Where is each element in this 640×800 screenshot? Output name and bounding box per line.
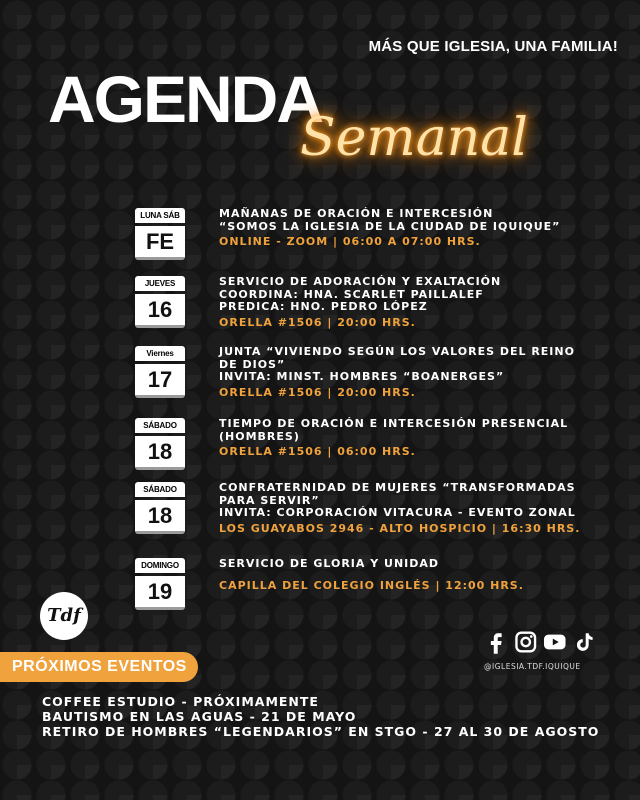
event-line: (HOMBRES) <box>219 429 300 443</box>
event-line: SERVICIO DE ADORACIÓN Y EXALTACIÓN <box>219 275 502 288</box>
tagline: MÁS QUE IGLESIA, UNA FAMILIA! <box>368 38 618 55</box>
event-line: INVITA: MINST. HOMBRES “BOANERGES” <box>219 370 505 383</box>
calendar-icon <box>135 208 185 262</box>
youtube-icon[interactable] <box>543 630 567 654</box>
calendar-date: 18 <box>135 500 185 534</box>
calendar-day: SÁBADO <box>135 482 185 497</box>
calendar-icon <box>135 418 185 472</box>
calendar-day: DOMINGO <box>135 558 185 573</box>
event-line: CONFRATERNIDAD DE MUJERES “TRANSFORMADAS <box>219 481 576 494</box>
event-detail: ONLINE - ZOOM | 06:00 A 07:00 HRS. <box>219 235 481 248</box>
calendar-date: 17 <box>135 364 185 398</box>
facebook-icon[interactable] <box>484 630 508 654</box>
calendar-day: Viernes <box>135 346 185 361</box>
calendar-icon <box>135 276 185 330</box>
event-detail: ORELLA #1506 | 06:00 HRS. <box>219 445 416 458</box>
calendar-icon <box>135 346 185 400</box>
calendar-day: LUNA SÁB <box>135 208 185 223</box>
event-detail: ORELLA #1506 | 20:00 HRS. <box>219 315 416 329</box>
calendar-date: 16 <box>135 294 185 328</box>
event-detail: CAPILLA DEL COLEGIO INGLÉS | 12:00 HRS. <box>219 578 524 592</box>
event-detail: ORELLA #1506 | 20:00 HRS. <box>219 385 416 399</box>
event-line: TIEMPO DE ORACIÓN E INTERCESIÓN PRESENCIAL <box>219 417 569 430</box>
upcoming-events-label: PRÓXIMOS EVENTOS <box>0 652 198 682</box>
social-handle[interactable]: @IGLESIA.TDF.IQUIQUE <box>484 662 581 671</box>
instagram-icon[interactable] <box>514 630 538 654</box>
event-line: MAÑANAS DE ORACIÓN E INTERCESIÓN <box>219 207 494 220</box>
calendar-icon <box>135 558 185 612</box>
list-item: COFFEE ESTUDIO - PRÓXIMAMENTE <box>42 694 319 709</box>
tiktok-icon[interactable] <box>573 630 597 654</box>
event-line: JUNTA “VIVIENDO SEGÚN LOS VALORES DEL REINO <box>219 345 575 358</box>
event-line: SERVICIO DE GLORIA Y UNIDAD <box>219 557 440 570</box>
calendar-icon <box>135 482 185 536</box>
event-line: INVITA: CORPORACIÓN VITACURA - EVENTO ZONAL <box>219 506 576 519</box>
social-links <box>484 628 596 671</box>
tdf-logo: Tdf <box>40 592 88 640</box>
calendar-day: SÁBADO <box>135 418 185 433</box>
event-line: COORDINA: HNA. SCARLET PAILLALEF <box>219 287 484 301</box>
upcoming-events-list <box>42 694 599 739</box>
event-line: DE DIOS” <box>219 357 286 371</box>
event-detail: LOS GUAYABOS 2946 - ALTO HOSPICIO | 16:30 HRS. <box>219 521 581 535</box>
event-line: “SOMOS LA IGLESIA DE LA CIUDAD DE IQUIQUE” <box>219 219 561 233</box>
calendar-date: 18 <box>135 436 185 470</box>
event-line: PREDICA: HNO. PEDRO LÓPEZ <box>219 300 428 313</box>
list-item: BAUTISMO EN LAS AGUAS - 21 DE MAYO <box>42 709 357 724</box>
calendar-date: 19 <box>135 576 185 610</box>
event-line: PARA SERVIR” <box>219 493 320 507</box>
title-agenda: AGENDA <box>48 62 323 136</box>
list-item: RETIRO DE HOMBRES “LEGENDARIOS” EN STGO - 27 AL 30 DE AGOSTO <box>42 724 600 739</box>
calendar-day: JUEVES <box>135 276 185 291</box>
title-semanal: Semanal <box>300 108 528 168</box>
calendar-date: FE <box>135 226 185 260</box>
